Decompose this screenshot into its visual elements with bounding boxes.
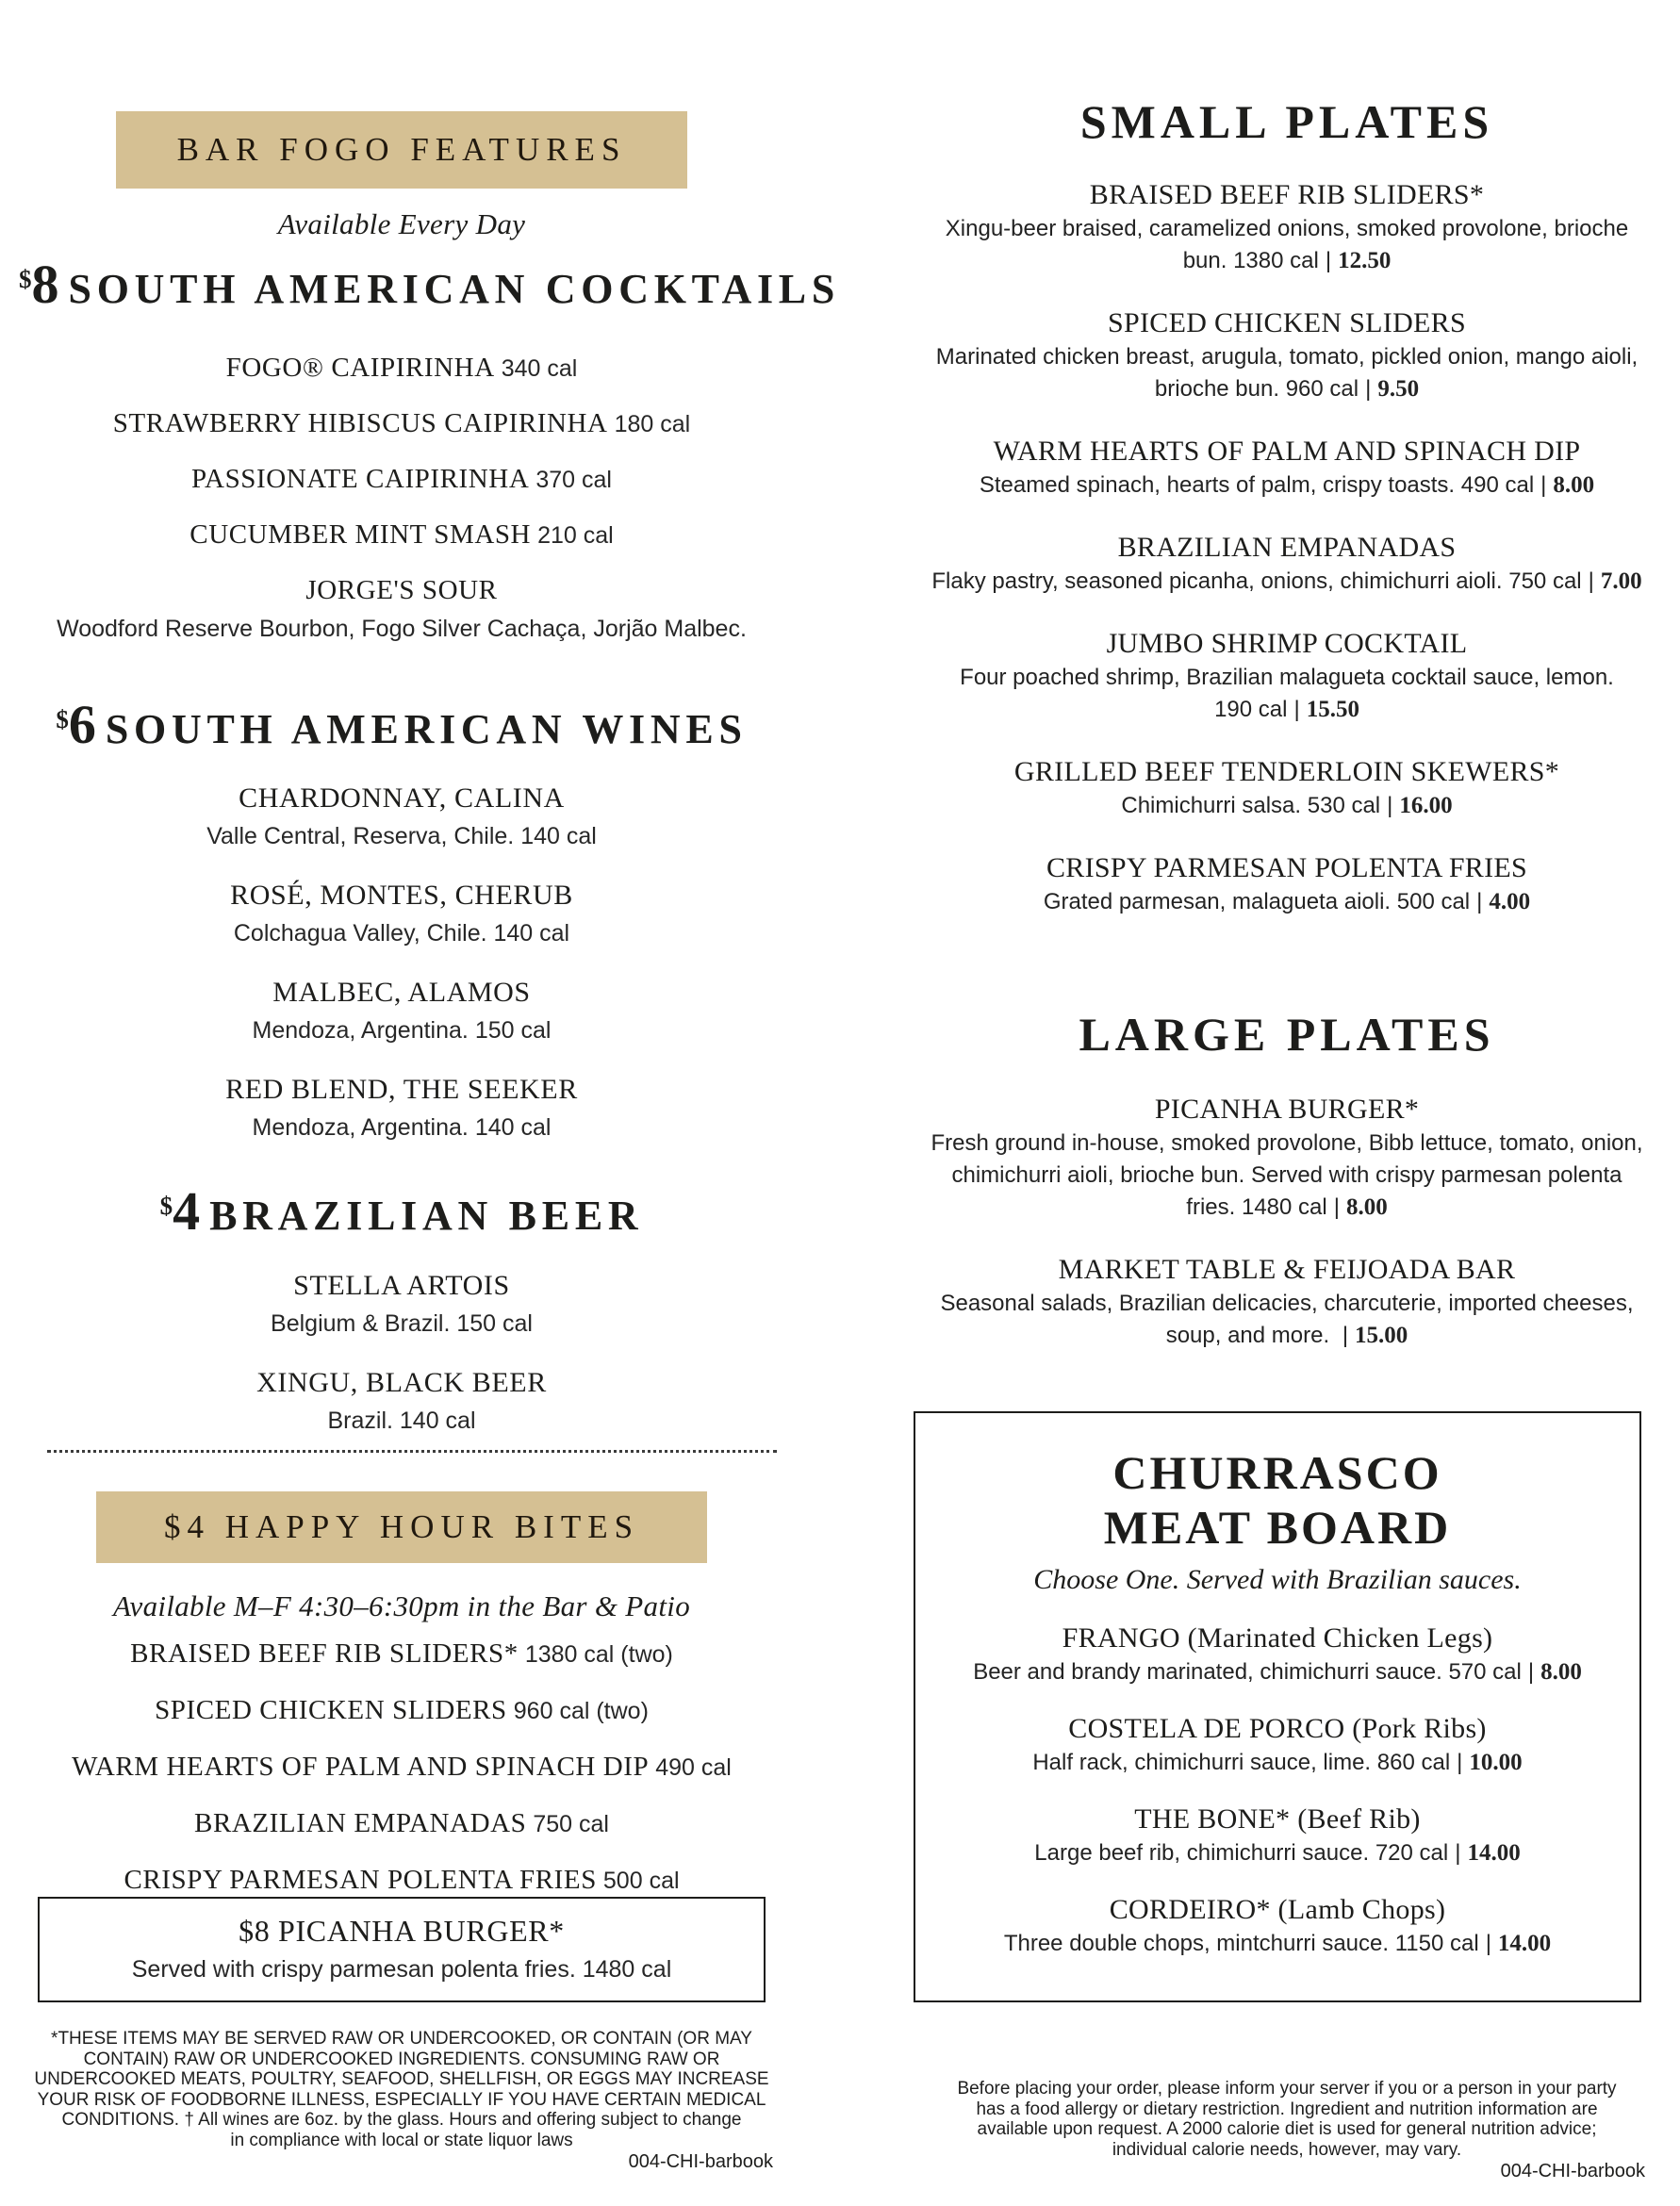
menu-item bbox=[929, 850, 1645, 918]
item-calories: 960 cal bbox=[1285, 376, 1359, 402]
menu-item bbox=[19, 1750, 784, 1786]
menu-item bbox=[915, 1892, 1639, 1960]
price-divider: | bbox=[1476, 889, 1483, 914]
footnote-line: YOUR RISK OF FOODBORNE ILLNESS, ESPECIALLY IF YOU HAVE CERTAIN MEDICAL bbox=[37, 2089, 766, 2110]
item-calories: 370 cal bbox=[535, 467, 612, 493]
menu-item bbox=[929, 434, 1645, 502]
churrasco-meat-board-box bbox=[914, 1411, 1641, 2002]
happy-hour-header-text: $4 HAPPY HOUR BITES bbox=[163, 1508, 640, 1545]
price-divider: | bbox=[1540, 472, 1547, 498]
item-name: BRAISED BEEF RIB SLIDERS* bbox=[130, 1638, 519, 1669]
price-divider: | bbox=[1457, 1750, 1463, 1775]
item-description: Grated parmesan, malagueta aioli. bbox=[1043, 889, 1392, 914]
menu-item bbox=[929, 1092, 1645, 1224]
item-price: 12.50 bbox=[1338, 248, 1392, 273]
small-plates-list bbox=[929, 177, 1645, 947]
item-price: 16.00 bbox=[1399, 793, 1453, 818]
section-heading-text: SOUTH AMERICAN COCKTAILS bbox=[68, 266, 841, 312]
menu-item bbox=[929, 626, 1645, 726]
currency-sign: $ bbox=[56, 705, 69, 733]
item-calories: 960 cal (two) bbox=[513, 1698, 649, 1724]
large-plates-list bbox=[929, 1092, 1645, 1380]
item-description: Three double chops, mintchurri sauce. bbox=[1003, 1931, 1390, 1956]
item-calories: 500 cal bbox=[602, 1868, 680, 1894]
item-price: 10.00 bbox=[1469, 1750, 1523, 1775]
menu-item bbox=[19, 1693, 784, 1729]
item-name: WARM HEARTS OF PALM AND SPINACH DIP bbox=[72, 1752, 650, 1782]
item-name: BRAISED BEEF RIB SLIDERS* bbox=[1089, 179, 1485, 210]
item-description: Colchagua Valley, Chile. 140 cal bbox=[233, 920, 570, 947]
menu-item bbox=[19, 1268, 784, 1339]
item-price: 8.00 bbox=[1540, 1659, 1582, 1685]
menu-item bbox=[19, 781, 784, 851]
item-name: CHARDONNAY, CALINA bbox=[239, 782, 565, 814]
menu-item bbox=[929, 1252, 1645, 1352]
happy-hour-list bbox=[19, 1637, 784, 1919]
small-plates-title: SMALL PLATES bbox=[1079, 95, 1494, 148]
item-calories: 1150 cal bbox=[1394, 1931, 1479, 1956]
item-name: CRISPY PARMESAN POLENTA FRIES bbox=[1046, 852, 1528, 883]
price-divider: | bbox=[1365, 376, 1372, 402]
price-amount: 6 bbox=[68, 694, 96, 755]
happy-hour-availability: Available M–F 4:30–6:30pm in the Bar & Patio bbox=[112, 1589, 691, 1622]
price-divider: | bbox=[1387, 793, 1393, 818]
item-description: Served with crispy parmesan polenta fries. 1480 cal bbox=[131, 1956, 672, 1983]
menu-item bbox=[19, 1072, 784, 1143]
item-price: 7.00 bbox=[1600, 568, 1642, 594]
item-name: JUMBO SHRIMP COCKTAIL bbox=[1106, 628, 1468, 659]
item-calories: 180 cal bbox=[614, 411, 691, 437]
item-name: BRAZILIAN EMPANADAS bbox=[194, 1808, 527, 1838]
item-price: 14.00 bbox=[1497, 1931, 1552, 1956]
item-price: 15.50 bbox=[1306, 697, 1359, 722]
price-divider: | bbox=[1455, 1840, 1461, 1866]
item-description: Seasonal salads, Brazilian delicacies, charcuterie, imported cheeses, soup, and more. bbox=[940, 1291, 1634, 1348]
item-price: 14.00 bbox=[1467, 1840, 1521, 1866]
item-description: Beer and brandy marinated, chimichurri sauce. bbox=[973, 1659, 1442, 1685]
item-name: SPICED CHICKEN SLIDERS bbox=[155, 1695, 507, 1725]
item-name: CRISPY PARMESAN POLENTA FRIES bbox=[124, 1865, 597, 1895]
item-calories: 750 cal bbox=[1508, 568, 1582, 594]
menu-item bbox=[19, 351, 784, 387]
item-name: CUCUMBER MINT SMASH bbox=[189, 519, 532, 550]
board-title-line2: MEAT BOARD bbox=[1103, 1501, 1452, 1554]
item-name: PICANHA BURGER* bbox=[1154, 1094, 1420, 1125]
item-name: GRILLED BEEF TENDERLOIN SKEWERS* bbox=[1013, 756, 1560, 787]
price-divider: | bbox=[1485, 1931, 1491, 1956]
item-name: STRAWBERRY HIBISCUS CAIPIRINHA bbox=[112, 408, 608, 438]
cocktails-list bbox=[19, 351, 784, 664]
item-calories: 490 cal bbox=[655, 1754, 732, 1781]
price-divider: | bbox=[1293, 697, 1300, 722]
menu-item bbox=[19, 518, 784, 553]
footnote bbox=[19, 2029, 784, 2150]
item-calories: 1380 cal (two) bbox=[524, 1641, 673, 1668]
item-description: Brazil. 140 cal bbox=[327, 1408, 476, 1434]
item-description: Xingu-beer braised, caramelized onions, smoked provolone, brioche bun. bbox=[945, 216, 1629, 273]
dotted-divider bbox=[47, 1450, 777, 1453]
allergy-footer bbox=[929, 2079, 1645, 2160]
board-subtitle: Choose One. Served with Brazilian sauces. bbox=[1033, 1564, 1522, 1595]
item-name: ROSÉ, MONTES, CHERUB bbox=[230, 880, 573, 911]
menu-item bbox=[929, 754, 1645, 822]
menu-item bbox=[929, 530, 1645, 598]
item-calories: 720 cal bbox=[1375, 1840, 1449, 1866]
features-header-text: BAR FOGO FEATURES bbox=[176, 131, 627, 168]
menu-item bbox=[19, 975, 784, 1045]
menu-item bbox=[915, 1621, 1639, 1688]
item-description: Half rack, chimichurri sauce, lime. bbox=[1032, 1750, 1372, 1775]
item-name: RED BLEND, THE SEEKER bbox=[225, 1074, 578, 1105]
item-calories: 190 cal bbox=[1214, 697, 1288, 722]
price-divider: | bbox=[1588, 568, 1594, 594]
item-description: Flaky pastry, seasoned picanha, onions, chimichurri aioli. bbox=[931, 568, 1503, 594]
item-calories: 1380 cal bbox=[1233, 248, 1319, 273]
item-name: PASSIONATE CAIPIRINHA bbox=[191, 464, 530, 494]
menu-item bbox=[19, 1806, 784, 1842]
board-title-line1: CHURRASCO bbox=[1112, 1446, 1442, 1499]
beer-list bbox=[19, 1268, 784, 1462]
item-calories: 500 cal bbox=[1396, 889, 1471, 914]
item-calories: 1480 cal bbox=[1241, 1194, 1327, 1220]
item-name: COSTELA DE PORCO (Pork Ribs) bbox=[1068, 1713, 1487, 1744]
price-amount: 8 bbox=[31, 254, 59, 315]
section-heading-text: SOUTH AMERICAN WINES bbox=[105, 706, 748, 752]
menu-item bbox=[19, 573, 784, 644]
wines-section-heading bbox=[19, 693, 784, 756]
footnote-line: CONDITIONS. † All wines are 6oz. by the glass. Hours and offering subject to change bbox=[61, 2110, 742, 2130]
item-description: Four poached shrimp, Brazilian malagueta cocktail sauce, lemon. bbox=[960, 665, 1614, 690]
item-name: BRAZILIAN EMPANADAS bbox=[1117, 532, 1457, 563]
item-description: Belgium & Brazil. 150 cal bbox=[271, 1310, 533, 1337]
doc-code: 004-CHI-barbook bbox=[1500, 2161, 1645, 2181]
menu-item bbox=[915, 1802, 1639, 1869]
section-heading-text: BRAZILIAN BEER bbox=[209, 1193, 644, 1239]
item-name: FRANGO (Marinated Chicken Legs) bbox=[1062, 1622, 1493, 1654]
large-plates-title: LARGE PLATES bbox=[1079, 1008, 1495, 1061]
footnote-line: UNDERCOOKED MEATS, POULTRY, SEAFOOD, SHELLFISH, OR EGGS MAY INCREASE bbox=[34, 2069, 769, 2089]
item-description: Fresh ground in-house, smoked provolone, Bibb lettuce, tomato, onion, chimichurri aioli, brioche bun. Served with crispy parmesan polenta fries. bbox=[931, 1130, 1643, 1220]
footer-line: individual calorie needs, however, may vary. bbox=[1112, 2139, 1462, 2160]
item-calories: 860 cal bbox=[1376, 1750, 1451, 1775]
footer-line: has a food allergy or dietary restriction. Ingredient and nutrition information are bbox=[976, 2099, 1598, 2119]
menu-item bbox=[19, 462, 784, 498]
price-divider: | bbox=[1333, 1194, 1340, 1220]
item-name: MARKET TABLE & FEIJOADA BAR bbox=[1058, 1254, 1516, 1285]
features-header-banner bbox=[116, 111, 687, 189]
price-divider: | bbox=[1325, 248, 1332, 273]
item-name: CORDEIRO* (Lamb Chops) bbox=[1109, 1894, 1446, 1925]
menu-item bbox=[19, 1637, 784, 1672]
item-name: SPICED CHICKEN SLIDERS bbox=[1108, 307, 1466, 338]
footnote-line: *THESE ITEMS MAY BE SERVED RAW OR UNDERCOOKED, OR CONTAIN (OR MAY bbox=[51, 2029, 752, 2049]
price-divider: | bbox=[1527, 1659, 1535, 1685]
wines-list bbox=[19, 781, 784, 1169]
item-description: Steamed spinach, hearts of palm, crispy toasts. bbox=[979, 472, 1456, 498]
happy-hour-banner bbox=[96, 1491, 707, 1563]
item-calories: 750 cal bbox=[533, 1811, 609, 1837]
menu-item bbox=[915, 1711, 1639, 1779]
price-amount: 4 bbox=[173, 1180, 201, 1242]
item-name: FOGO® CAIPIRINHA bbox=[225, 353, 495, 383]
footer-line: available upon request. A 2000 calorie diet is used for general nutrition advice; bbox=[977, 2119, 1597, 2139]
price-divider: | bbox=[1342, 1323, 1349, 1348]
item-price: 4.00 bbox=[1489, 889, 1531, 914]
footer-line: Before placing your order, please inform your server if you or a person in your party bbox=[957, 2079, 1617, 2099]
item-description: Valle Central, Reserva, Chile. 140 cal bbox=[206, 823, 597, 849]
features-availability: Available Every Day bbox=[277, 207, 526, 240]
menu-item bbox=[19, 878, 784, 948]
cocktails-section-heading bbox=[19, 253, 841, 316]
item-calories: 570 cal bbox=[1448, 1659, 1522, 1685]
item-name: MALBEC, ALAMOS bbox=[272, 977, 531, 1008]
item-name: JORGE'S SOUR bbox=[305, 575, 498, 605]
item-calories: 340 cal bbox=[501, 355, 578, 382]
item-calories: 490 cal bbox=[1460, 472, 1535, 498]
item-description: Woodford Reserve Bourbon, Fogo Silver Cachaça, Jorjão Malbec. bbox=[57, 616, 747, 642]
item-description: Chimichurri salsa. bbox=[1121, 793, 1302, 818]
menu-item bbox=[19, 1365, 784, 1436]
item-price: 9.50 bbox=[1377, 376, 1420, 402]
menu-item bbox=[929, 177, 1645, 277]
item-description: Marinated chicken breast, arugula, tomato, pickled onion, mango aioli, brioche bun. bbox=[935, 344, 1639, 402]
item-calories: 210 cal bbox=[537, 522, 614, 549]
item-name: $8 PICANHA BURGER* bbox=[239, 1914, 565, 1948]
beer-section-heading bbox=[19, 1179, 784, 1243]
menu-item bbox=[19, 1863, 784, 1899]
item-name: XINGU, BLACK BEER bbox=[256, 1367, 547, 1398]
item-name: WARM HEARTS OF PALM AND SPINACH DIP bbox=[993, 436, 1581, 467]
menu-item bbox=[929, 305, 1645, 405]
item-name: STELLA ARTOIS bbox=[293, 1270, 510, 1301]
item-description: Mendoza, Argentina. 150 cal bbox=[252, 1017, 552, 1044]
item-description: Mendoza, Argentina. 140 cal bbox=[252, 1114, 552, 1141]
footnote-line: CONTAIN) RAW OR UNDERCOOKED INGREDIENTS. CONSUMING RAW OR bbox=[83, 2049, 720, 2069]
menu-item bbox=[19, 406, 784, 442]
doc-code: 004-CHI-barbook bbox=[628, 2151, 773, 2172]
currency-sign: $ bbox=[19, 265, 32, 293]
item-calories: 530 cal bbox=[1307, 793, 1381, 818]
item-price: 15.00 bbox=[1355, 1323, 1408, 1348]
item-price: 8.00 bbox=[1553, 472, 1595, 498]
footnote-line: in compliance with local or state liquor laws bbox=[230, 2130, 573, 2150]
item-price: 8.00 bbox=[1345, 1194, 1388, 1220]
currency-sign: $ bbox=[159, 1192, 173, 1220]
picanha-burger-feature-box bbox=[38, 1897, 766, 2002]
item-description: Large beef rib, chimichurri sauce. bbox=[1034, 1840, 1370, 1866]
item-name: THE BONE* (Beef Rib) bbox=[1134, 1803, 1421, 1835]
